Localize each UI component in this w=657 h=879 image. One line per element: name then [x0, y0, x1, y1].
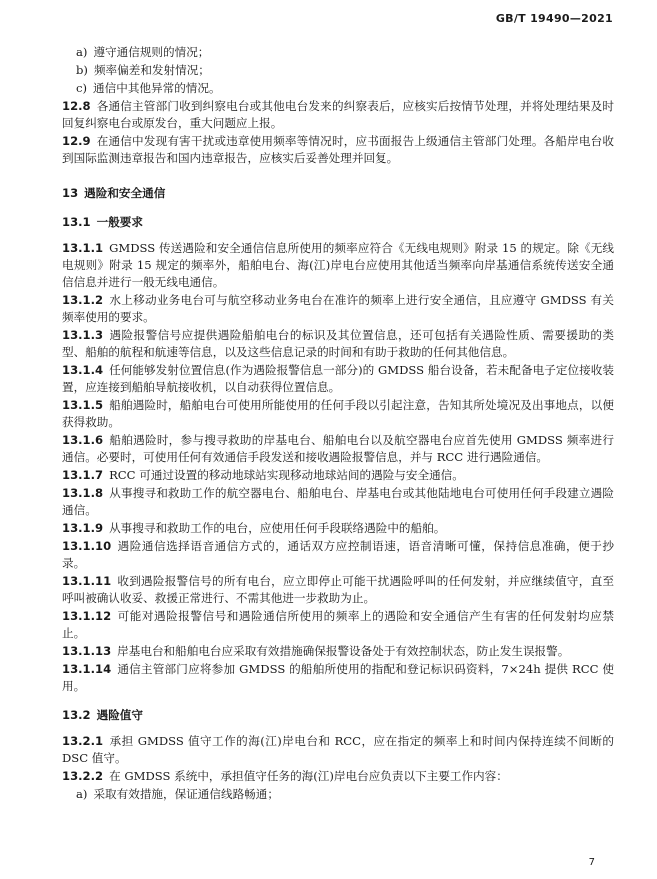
section-heading-13-1: 13.1 一般要求 — [62, 215, 143, 229]
clause-13-1-6: 13.1.6 船舶遇险时，参与搜寻救助的岸基电台、船舶电台以及航空器电台应首先使用 GMDSS 频率进行通信。必要时，可使用任何有效通信手段发送和接收遇险报警信息，并与 RCC 进行遇险通信。 — [62, 433, 614, 464]
clause-12-8: 12.8 各通信主管部门收到纠察电台或其他电台发来的纠察表后，应核实后按情节处理，并将处理结果及时回复纠察电台或原发台，重大问题应上报。 — [62, 99, 614, 130]
page-number: 7 — [588, 857, 595, 868]
list-item: b) 频率偏差和发射情况； — [76, 63, 210, 77]
list-item: c) 通信中其他异常的情况。 — [76, 81, 221, 95]
clause-13-1-11: 13.1.11 收到遇险报警信号的所有电台，应立即停止可能干扰遇险呼叫的任何发射，并应继续值守，直至呼叫被确认收妥、救援正常进行、不需其他进一步救助为止。 — [62, 574, 614, 605]
clause-13-1-2: 13.1.2 水上移动业务电台可与航空移动业务电台在准许的频率上进行安全通信，且应遵守 GMDSS 有关频率使用的要求。 — [62, 293, 614, 324]
clause-13-2-2: 13.2.2 在 GMDSS 系统中，承担值守任务的海(江)岸电台应负责以下主要工作内容： — [62, 769, 508, 783]
clause-13-1-3: 13.1.3 遇险报警信号应提供遇险船舶电台的标识及其位置信息，还可包括有关遇险性质、需要援助的类型、船舶的航程和航速等信息，以及这些信息记录的时间和有助于救助的任何其他信息。 — [62, 328, 614, 359]
clause-13-1-1: 13.1.1 GMDSS 传送遇险和安全通信信息所使用的频率应符合《无线电规则》附录 15 的规定。除《无线电规则》附录 15 规定的频率外，船舶电台、海(江)岸电台应使用其他适当频率向岸基通信系统传送安全通信信息并进行一般无线电通信。 — [62, 241, 614, 289]
list-item: a) 遵守通信规则的情况； — [76, 45, 210, 59]
standard-code: GB/T 19490—2021 — [495, 12, 613, 25]
clause-13-1-10: 13.1.10 遇险通信选择语音通信方式的，通话双方应控制语速，语音清晰可懂，保持信息准确，便于抄录。 — [62, 539, 614, 570]
clause-13-1-13: 13.1.13 岸基电台和船舶电台应采取有效措施确保报警设备处于有效控制状态，防止发生误报警。 — [62, 644, 570, 658]
clause-13-1-7: 13.1.7 RCC 可通过设置的移动地球站实现移动地球站间的遇险与安全通信。 — [62, 468, 464, 482]
clause-13-1-4: 13.1.4 任何能够发射位置信息(作为遇险报警信息一部分)的 GMDSS 船台设备，若未配备电子定位接收装置，应连接到船舶导航接收机，以自动获得位置信息。 — [62, 363, 614, 394]
clause-13-1-9: 13.1.9 从事搜寻和救助工作的电台，应使用任何手段联络遇险中的船舶。 — [62, 521, 446, 535]
list-item: a) 采取有效措施，保证通信线路畅通； — [76, 787, 279, 801]
section-heading-13-2: 13.2 遇险值守 — [62, 708, 143, 722]
clause-13-2-1: 13.2.1 承担 GMDSS 值守工作的海(江)岸电台和 RCC，应在指定的频率上和时间内保持连续不间断的 DSC 值守。 — [62, 734, 614, 765]
clause-13-1-14: 13.1.14 通信主管部门应将参加 GMDSS 的船舶所使用的指配和登记标识码资料，7×24h 提供 RCC 使用。 — [62, 662, 614, 693]
section-heading-13: 13 遇险和安全通信 — [62, 186, 166, 200]
clause-13-1-5: 13.1.5 船舶遇险时，船舶电台可使用所能使用的任何手段以引起注意，告知其所处境况及出事地点，以便获得救助。 — [62, 398, 614, 429]
clause-13-1-8: 13.1.8 从事搜寻和救助工作的航空器电台、船舶电台、岸基电台或其他陆地电台可使用任何手段建立遇险通信。 — [62, 486, 614, 517]
clause-13-1-12: 13.1.12 可能对遇险报警信号和遇险通信所使用的频率上的遇险和安全通信产生有害的任何发射均应禁止。 — [62, 609, 614, 640]
clause-12-9: 12.9 在通信中发现有害干扰或违章使用频率等情况时，应书面报告上级通信主管部门处理。各船岸电台收到国际监测违章报告和国内违章报告，应核实后妥善处理并回复。 — [62, 134, 614, 165]
document-body — [62, 44, 614, 804]
